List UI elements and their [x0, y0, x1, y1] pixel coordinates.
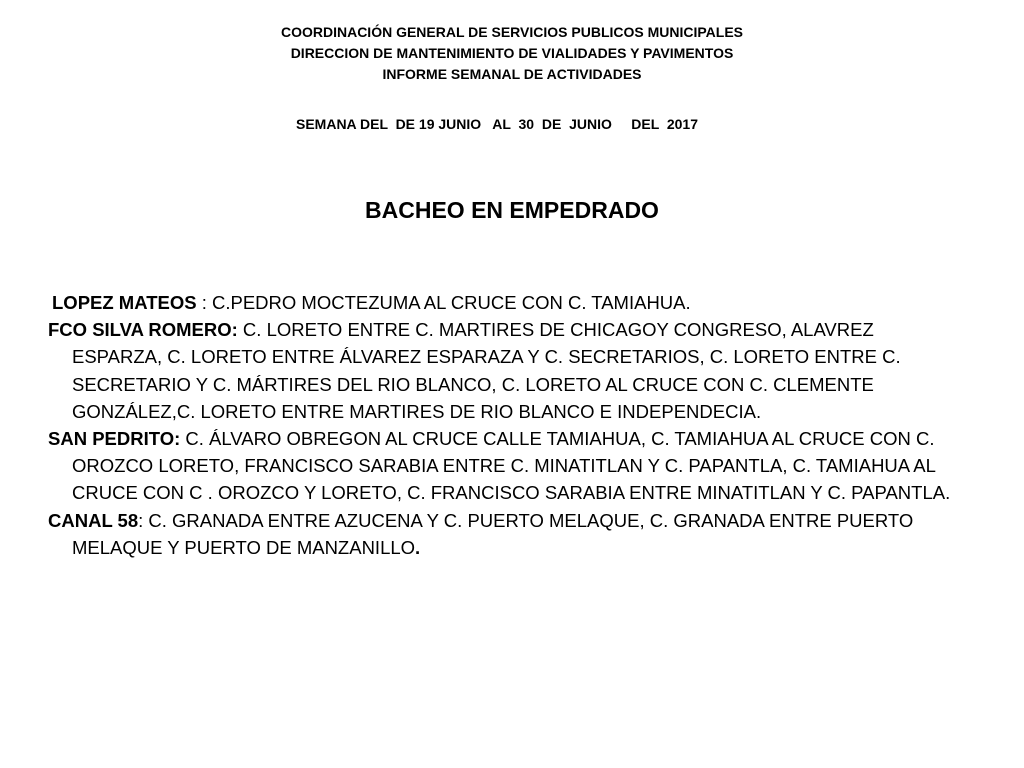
activity-entry-san-pedrito [48, 425, 968, 507]
entry-streets: : C. GRANADA ENTRE AZUCENA Y C. PUERTO MELAQUE, C. GRANADA ENTRE PUERTO MELAQUE Y PUERTO DE MANZANILLO [72, 509, 914, 558]
entry-location: SAN PEDRITO: [48, 428, 181, 450]
entry-streets: C. ÁLVARO OBREGON AL CRUCE CALLE TAMIAHUA, C. TAMIAHUA AL CRUCE CON C. OROZCO LORETO, FRANCISCO SARABIA ENTRE C. MINATITLAN Y C. PAPANTLA, C. TAMIAHUA AL CRUCE CON C . OROZCO Y LORETO, C. FRANCISCO SARABIA ENTRE MINATITLAN Y C. PAPANTLA. [72, 428, 951, 504]
activity-list [48, 289, 968, 561]
entry-streets: C. LORETO ENTRE C. MARTIRES DE CHICAGOY CONGRESO, ALAVREZ ESPARZA, C. LORETO ENTRE ÁLVAREZ ESPARAZA Y C. SECRETARIOS, C. LORETO ENTRE C. SECRETARIO Y C. MÁRTIRES DEL RIO BLANCO, C. LORETO AL CRUCE CON C. CLEMENTE GONZÁLEZ,C. LORETO ENTRE MARTIRES DE RIO BLANCO E INDEPENDECIA. [72, 319, 901, 422]
header-coordination: COORDINACIÓN GENERAL DE SERVICIOS PUBLICOS MUNICIPALES [280, 24, 744, 40]
section-title: BACHEO EN EMPEDRADO [365, 197, 659, 223]
report-header [0, 22, 1024, 85]
activity-entry-fco-silva-romero [48, 316, 968, 425]
entry-location: CANAL 58 [48, 509, 139, 531]
entry-location: LOPEZ MATEOS [52, 292, 197, 313]
header-report-type: INFORME SEMANAL DE ACTIVIDADES [382, 66, 642, 82]
activity-entry-lopez-mateos [48, 289, 968, 316]
activity-entry-canal-58 [48, 507, 968, 561]
entry-location: FCO SILVA ROMERO: [48, 319, 238, 341]
entry-streets: : C.PEDRO MOCTEZUMA AL CRUCE CON C. TAMIAHUA. [196, 292, 691, 313]
header-direction: DIRECCION DE MANTENIMIENTO DE VIALIDADES Y PAVIMENTOS [290, 45, 734, 61]
entry-end-mark: . [415, 536, 421, 558]
report-week: SEMANA DEL DE 19 JUNIO AL 30 DE JUNIO DEL 2017 [296, 116, 698, 132]
